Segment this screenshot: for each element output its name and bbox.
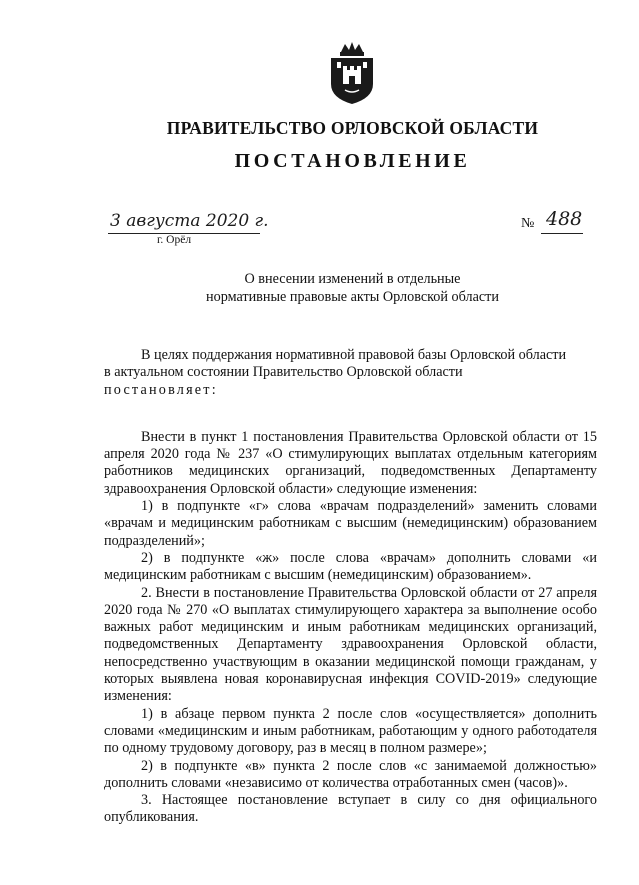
government-title: ПРАВИТЕЛЬСТВО ОРЛОВСКОЙ ОБЛАСТИ	[166, 118, 539, 138]
document-subject	[0, 270, 639, 306]
item-2-intro: 2. Внести в постановление Правительства Орловской области от 27 апреля 2020 года № 270 «О выплатах стимулирующего характера за выполнение особо важных работ медицинским и иным работникам медицинских организаций, подведомственных Департаменту здравоохранения Орловской области, непосредственно участвующим в оказании медицинской помощи гражданам, у которых выявлена новая коронавирусная инфекция COVID-2019» следующие изменения:	[104, 584, 597, 705]
number-underline	[541, 233, 583, 234]
preamble-paragraph: В целях поддержания нормативной правовой базы Орловской области	[141, 347, 567, 363]
number-label: №	[521, 216, 535, 231]
item-2-subitem: 2) в подпункте «в» пункта 2 после слов «с занимаемой должностью» дополнить словами «независимо от количества отработанных смен (часов)».	[104, 757, 597, 791]
item-1-intro: Внести в пункт 1 постановления Правительства Орловской области от 15 апреля 2020 года № 237 «О стимулирующих выплатах отдельным категориям работников медицинских организаций, подведомственных Департаменту здравоохранения Орловской области» следующие изменения:	[104, 428, 597, 497]
subject-line: нормативные правовые акты Орловской области	[206, 289, 499, 305]
orel-region-coat-of-arms-icon	[325, 40, 379, 106]
item-3-paragraph: 3. Настоящее постановление вступает в силу со дня официального опубликования.	[104, 792, 597, 826]
preamble-paragraph: в актуальном состоянии Правительство Орловской области	[104, 364, 463, 381]
item-1-subitem: 1) в подпункте «г» слова «врачам подразделений» заменить словами «врачам и медицинским работникам с высшим (немедицинским) образованием подразделений»;	[104, 498, 597, 549]
handwritten-number: 488	[546, 208, 583, 230]
item-1-subitem: 2) в подпункте «ж» после слова «врачам» дополнить словами «и медицинским работникам с высшим (немедицинским) образованием».	[104, 549, 597, 584]
subject-line: О внесении изменений в отдельные	[244, 271, 461, 287]
document-body	[104, 347, 597, 827]
decides-label: постановляет:	[104, 381, 218, 398]
handwritten-date: 3 августа 2020 г.	[110, 211, 269, 231]
city-label: г. Орёл	[157, 234, 192, 246]
item-2-subitem: 1) в абзаце первом пункта 2 после слов «осуществляется» дополнить словами «медицинским и иным работникам, работающим у одного работодателя по одному трудовому договору, раз в месяц в полном размере»;	[104, 705, 597, 757]
document-type-title: ПОСТАНОВЛЕНИЕ	[234, 150, 471, 172]
